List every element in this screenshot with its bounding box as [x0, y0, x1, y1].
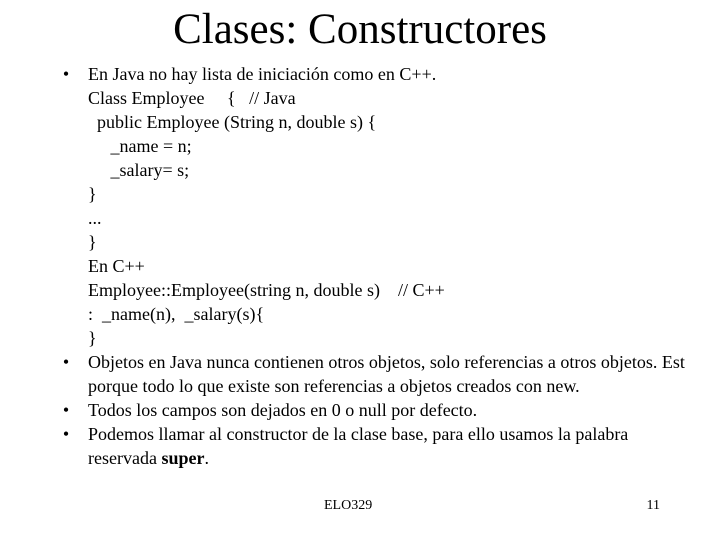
- bullet-text-before: Podemos llamar al constructor de la clase base, para ello usamos la palabra reservada: [88, 424, 629, 468]
- code-line: Employee::Employee(string n, double s) // C++: [88, 280, 445, 300]
- slide-title: Clases: Constructores: [173, 6, 547, 53]
- code-line: Class Employee { // Java: [88, 88, 296, 108]
- bullet-icon: •: [62, 64, 70, 84]
- bullet-item-super-keyword: [56, 422, 696, 470]
- bullet-icon: •: [62, 352, 70, 372]
- code-line: ...: [88, 208, 102, 228]
- bullet-item-java-init-list: [56, 62, 696, 350]
- slide-content: [56, 62, 696, 470]
- bullet-line: En Java no hay lista de iniciación como en C++.: [88, 64, 437, 84]
- code-line: }: [88, 184, 97, 204]
- bullet-icon: •: [62, 424, 70, 444]
- page-number: 11: [646, 498, 660, 513]
- code-line: : _name(n), _salary(s){: [88, 304, 265, 324]
- code-line: _salary= s;: [88, 160, 190, 180]
- super-keyword: super: [161, 448, 205, 468]
- code-line: public Employee (String n, double s) {: [88, 112, 377, 132]
- bullet-item-default-fields: [56, 398, 696, 422]
- bullet-text-after: .: [204, 448, 209, 468]
- bullet-icon: •: [62, 400, 70, 420]
- footer-course-code: ELO329: [324, 498, 373, 513]
- bullet-line: En C++: [88, 256, 145, 276]
- bullet-item-java-objects: [56, 350, 696, 398]
- code-line: }: [88, 328, 97, 348]
- bullet-text: [88, 422, 696, 470]
- code-line: }: [88, 232, 97, 252]
- bullet-text: Todos los campos son dejados en 0 o null por defecto.: [88, 400, 478, 420]
- code-line: _name = n;: [88, 136, 192, 156]
- bullet-text: Objetos en Java nunca contienen otros objetos, solo referencias a otros objetos. Est porque todo lo que existe son referencias a objetos creados con new.: [88, 352, 685, 396]
